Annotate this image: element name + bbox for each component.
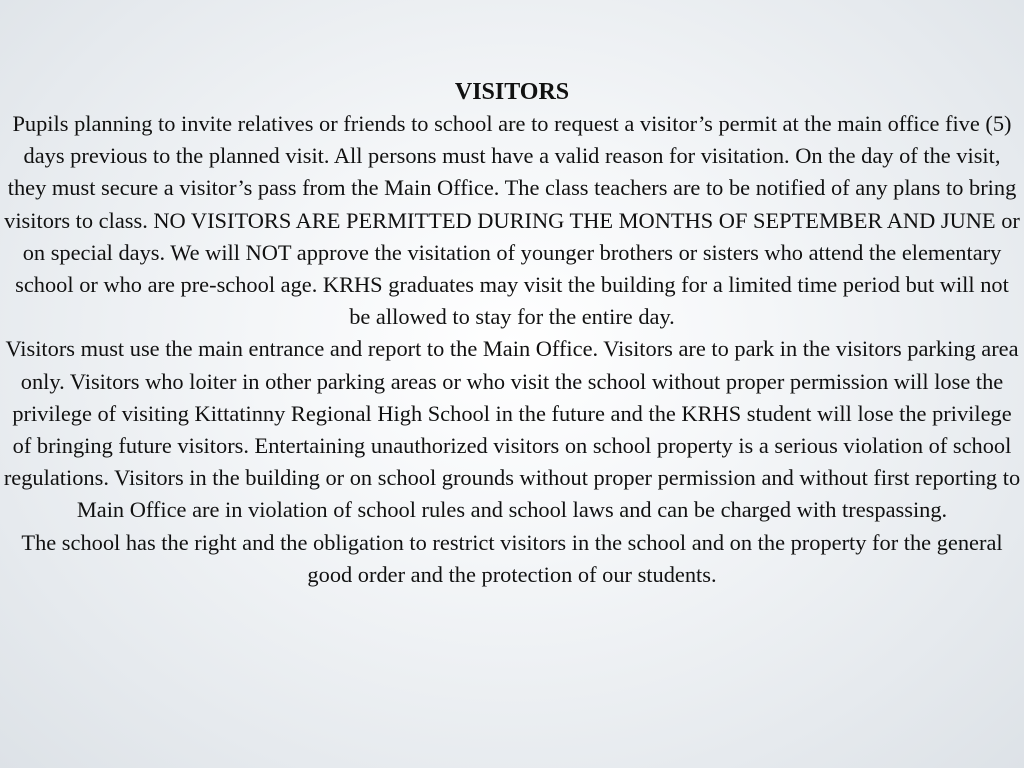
paragraph-main-entrance: Visitors must use the main entrance and report to the Main Office. Visitors are to park in the visitors parking area only. Visitors who loiter in other parking areas or who visit the school without proper permission will lose the privilege of visiting Kittatinny Regional High School in the future and the KRHS student will lose the privilege of bringing future visitors. Entertaining unauthorized visitors on school property is a serious violation of school regulations. Visitors in the building or on school grounds without proper permission and without first reporting to Main Office are in violation of school rules and school laws and can be charged with trespassing. xyxy=(3,336,1021,523)
paragraph-visitor-permit: Pupils planning to invite relatives or friends to school are to request a visitor’s permit at the main office five (5) days previous to the planned visit. All persons must have a valid reason for visitation. On the day of the visit, they must secure a visitor’s pass from the Main Office. The class teachers are to be notified of any plans to bring visitors to class. NO VISITORS ARE PERMITTED DURING THE MONTHS OF SEPTEMBER AND JUNE or on special days. We will NOT approve the visitation of younger brothers or sisters who attend the elementary school or who are pre-school age. KRHS graduates may visit the building for a limited time period but will not be allowed to stay for the entire day. xyxy=(4,111,1020,330)
slide-title: VISITORS xyxy=(454,79,570,105)
paragraph-school-rights: The school has the right and the obligation to restrict visitors in the school and on the property for the general good order and the protection of our students. xyxy=(21,529,1003,587)
